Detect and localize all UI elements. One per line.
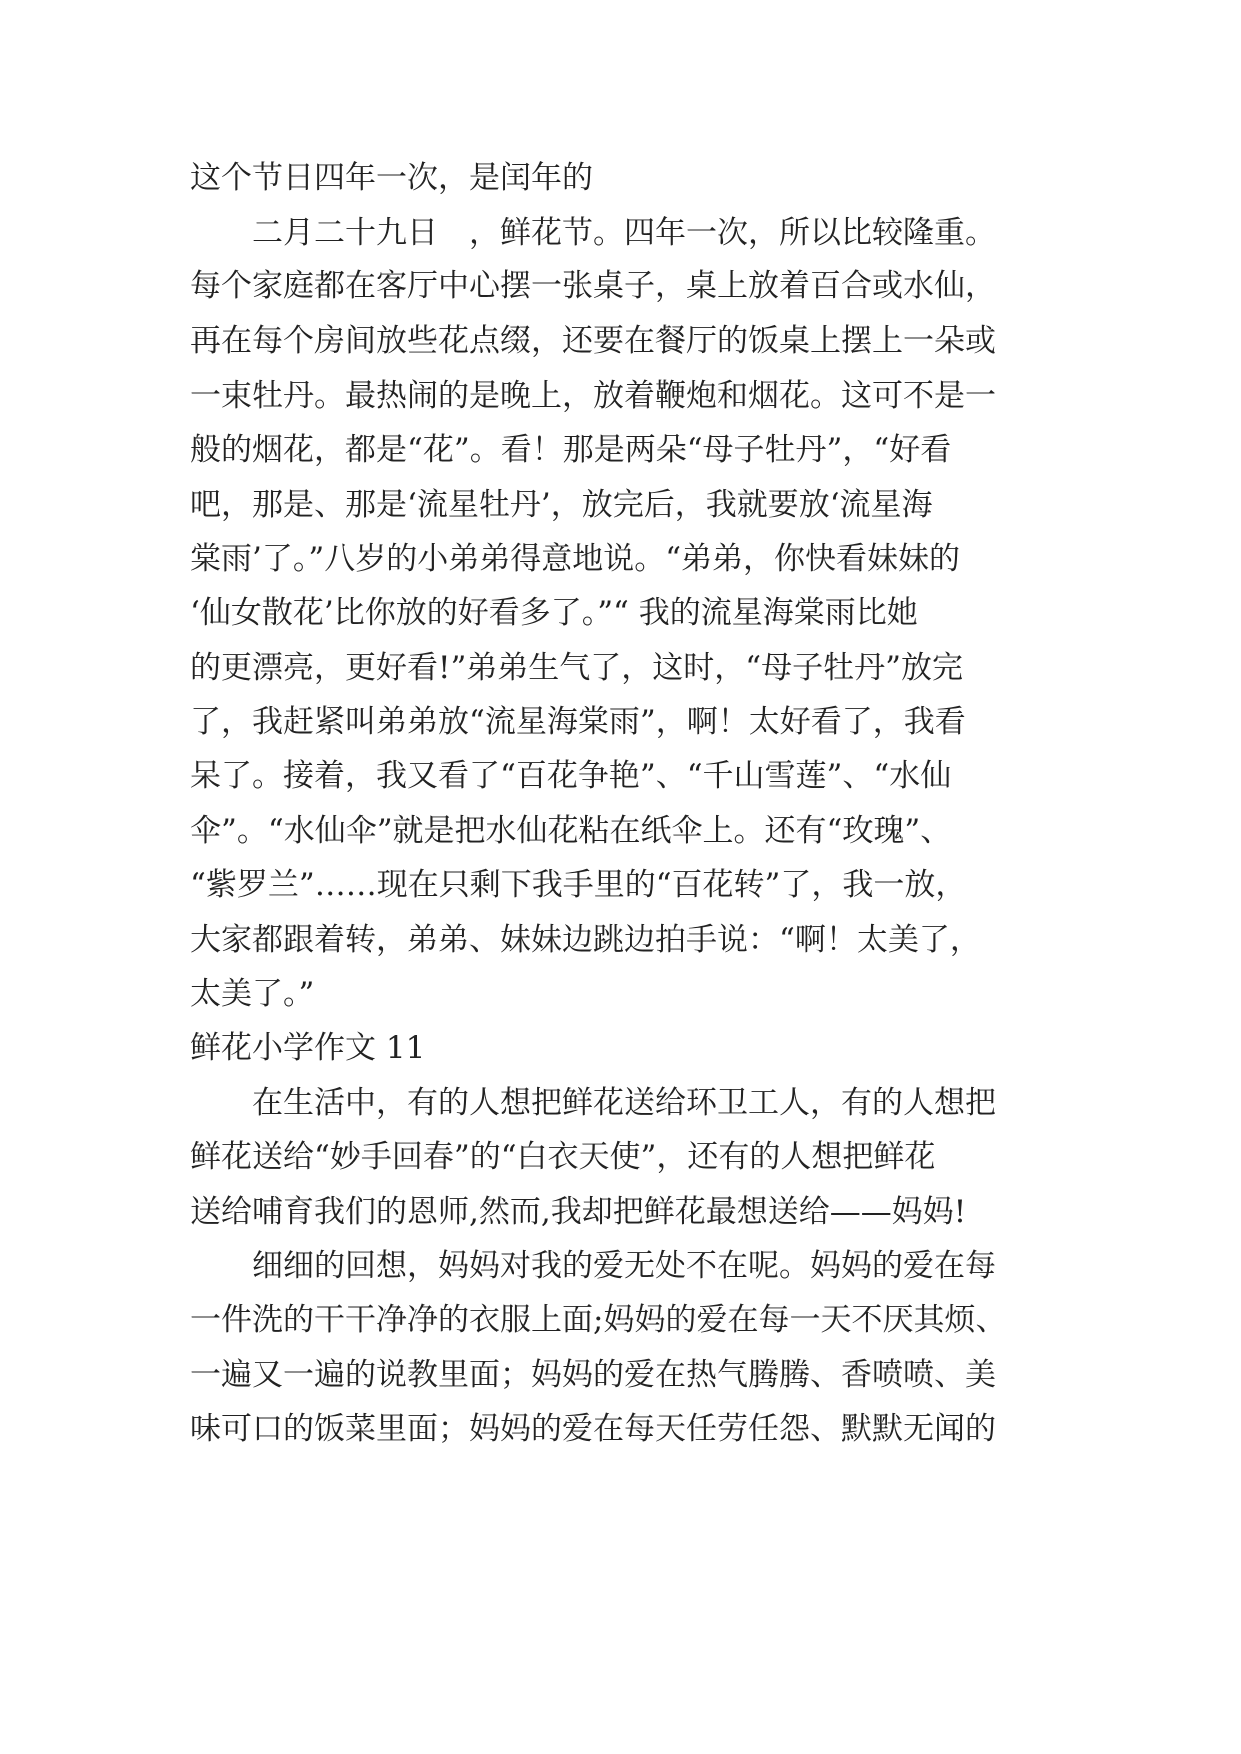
section-heading: 鲜花小学作文 11 bbox=[190, 1030, 426, 1066]
text-line: 鲜花送给“妙手回春”的“白衣天使”，还有的人想把鲜花 bbox=[190, 1139, 936, 1175]
text-line: 二月二十九日 ，鲜花节。四年一次，所以比较隆重。 bbox=[190, 215, 996, 251]
text-line: 伞”。“水仙伞”就是把水仙花粘在纸伞上。还有“玫瑰”、 bbox=[190, 813, 952, 849]
text-line: 呆了。接着，我又看了“百花争艳”、“千山雪莲”、“水仙 bbox=[190, 758, 952, 794]
text-line: 每个家庭都在客厅中心摆一张桌子，桌上放着百合或水仙， bbox=[190, 268, 996, 304]
text-line: 再在每个房间放些花点缀，还要在餐厅的饭桌上摆上一朵或 bbox=[190, 323, 996, 359]
text-line: ‘仙女散花’比你放的好看多了。”“ 我的流星海棠雨比她 bbox=[190, 595, 918, 631]
text-line: 大家都跟着转，弟弟、妹妹边跳边拍手说：“啊！太美了， bbox=[190, 922, 981, 958]
text-line: 这个节日四年一次，是闰年的 bbox=[190, 160, 593, 196]
text-line: 送给哺育我们的恩师,然而,我却把鲜花最想送给——妈妈! bbox=[190, 1194, 967, 1230]
text-line: 在生活中，有的人想把鲜花送给环卫工人，有的人想把 bbox=[190, 1085, 996, 1121]
text-line: 细细的回想，妈妈对我的爱无处不在呢。妈妈的爱在每 bbox=[190, 1248, 996, 1284]
text-line: 了，我赶紧叫弟弟放“流星海棠雨”，啊！太好看了，我看 bbox=[190, 704, 966, 740]
text-line: 味可口的饭菜里面；妈妈的爱在每天任劳任怨、默默无闻的 bbox=[190, 1411, 996, 1447]
text-line: 般的烟花，都是“花”。看！那是两朵“母子牡丹”，“好看 bbox=[190, 432, 952, 468]
text-line: 一遍又一遍的说教里面；妈妈的爱在热气腾腾、香喷喷、美 bbox=[190, 1357, 996, 1393]
text-line: 一件洗的干干净净的衣服上面;妈妈的爱在每一天不厌其烦、 bbox=[190, 1302, 1007, 1338]
text-line: 吧，那是、那是‘流星牡丹’，放完后，我就要放‘流星海 bbox=[190, 487, 933, 523]
text-line: 棠雨’了。”八岁的小弟弟得意地说。“弟弟，你快看妹妹的 bbox=[190, 541, 961, 577]
text-line: 太美了。” bbox=[190, 976, 315, 1012]
text-line: 的更漂亮，更好看!”弟弟生气了，这时，“母子牡丹”放完 bbox=[190, 650, 963, 686]
text-line: “紫罗兰”……现在只剩下我手里的“百花转”了，我一放， bbox=[190, 867, 967, 903]
text-line: 一束牡丹。最热闹的是晚上，放着鞭炮和烟花。这可不是一 bbox=[190, 378, 996, 414]
